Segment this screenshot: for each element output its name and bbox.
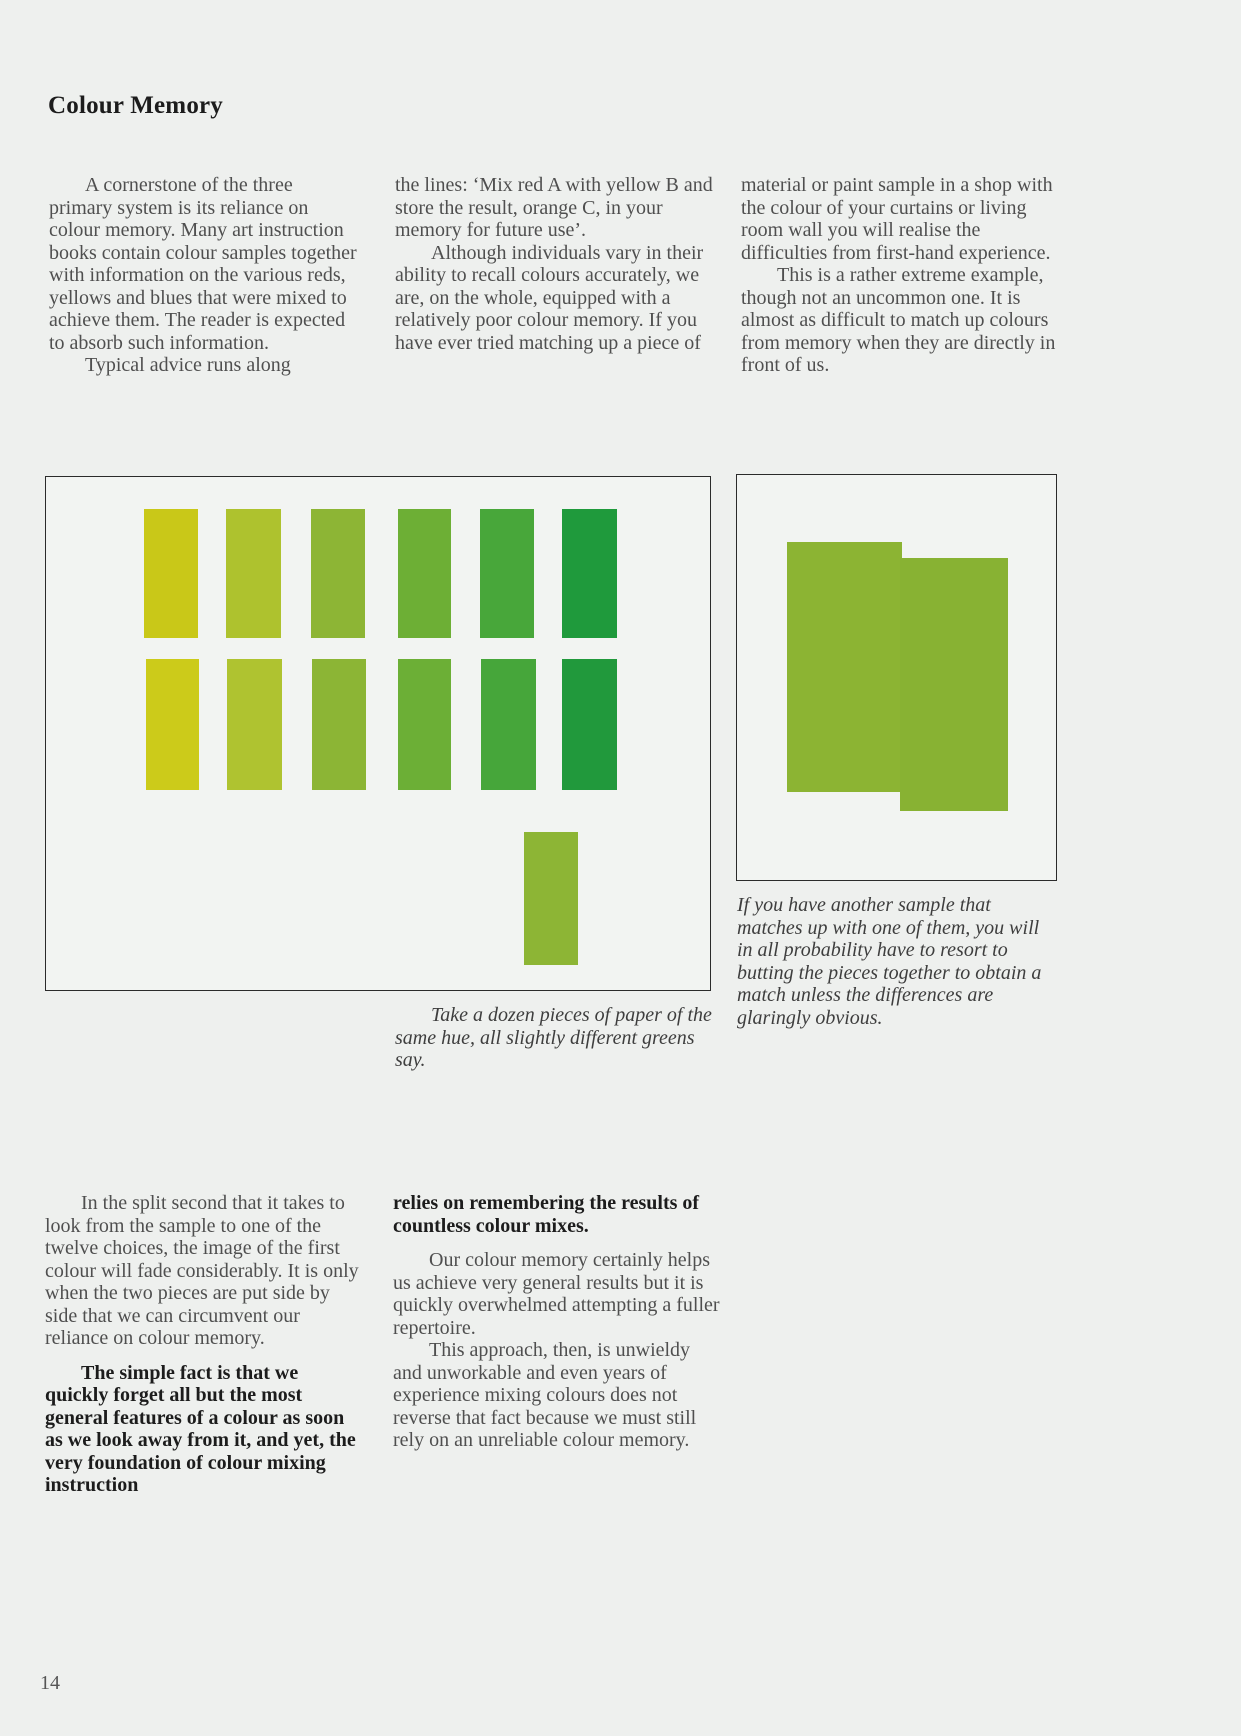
paragraph: This is a rather extreme example, though not an uncommon one. It is almost as difficult to match up colours from memory when they are directly in front of us. bbox=[741, 264, 1056, 376]
emphasis-paragraph: relies on remembering the results of countless colour mixes. bbox=[393, 1192, 700, 1237]
green-swatch bbox=[226, 509, 281, 638]
paragraph: This approach, then, is unwieldy and unworkable and even years of experience mixing colours does not reverse that fact because we must still rely on an unreliable colour memory. bbox=[393, 1339, 697, 1451]
sample-swatch bbox=[524, 832, 578, 965]
top-column-1 bbox=[49, 174, 359, 377]
top-column-3 bbox=[741, 174, 1066, 377]
green-swatch bbox=[144, 509, 198, 638]
green-swatch bbox=[562, 509, 617, 638]
caption-match bbox=[737, 894, 1052, 1029]
paragraph: Typical advice runs along bbox=[85, 354, 291, 376]
green-swatch bbox=[311, 509, 365, 638]
green-swatch bbox=[227, 659, 282, 790]
paragraph: Our colour memory certainly helps us achieve very general results but it is quickly overwhelmed attempting a fuller repertoire. bbox=[393, 1249, 720, 1339]
paragraph: the lines: ‘Mix red A with yellow B and store the result, orange C, in your memory for future use’. bbox=[395, 174, 713, 241]
butted-piece-left bbox=[787, 542, 902, 792]
paragraph: Although individuals vary in their ability to recall colours accurately, we are, on the whole, equipped with a relatively poor colour memory. If you have ever tried matching up a piece of bbox=[395, 241, 704, 354]
green-swatch bbox=[562, 659, 617, 790]
butted-piece-right bbox=[900, 558, 1008, 811]
page-number: 14 bbox=[40, 1672, 60, 1694]
green-swatch bbox=[398, 659, 451, 790]
greens-illustration-frame bbox=[45, 476, 711, 991]
paragraph: In the split second that it takes to look from the sample to one of the twelve choices, the image of the first colour will fade considerably. It is only when the two pieces are put side by side that we can circumvent our reliance on colour memory. bbox=[45, 1192, 359, 1349]
green-swatch bbox=[398, 509, 451, 638]
caption-greens bbox=[395, 1004, 715, 1072]
butted-pieces-frame bbox=[736, 474, 1057, 881]
green-swatch bbox=[481, 659, 536, 790]
paragraph: material or paint sample in a shop with the colour of your curtains or living room wall you will realise the difficulties from first-hand experience. bbox=[741, 174, 1053, 264]
bottom-column-1 bbox=[45, 1192, 365, 1497]
green-swatch bbox=[146, 659, 199, 790]
green-swatch bbox=[312, 659, 366, 790]
paragraph: A cornerstone of the three primary system is its reliance on colour memory. Many art instruction books contain colour samples together with information on the various reds, yellows and blues that were mixed to achieve them. The reader is expected to absorb such information. bbox=[49, 174, 357, 354]
green-swatch bbox=[480, 509, 534, 638]
top-column-2 bbox=[395, 174, 725, 354]
emphasis-paragraph: The simple fact is that we quickly forget all but the most general features of a colour as soon as we look away from it, and yet, the very foundation of colour mixing instruction bbox=[45, 1361, 356, 1496]
page-title: Colour Memory bbox=[48, 92, 224, 119]
caption-text: If you have another sample that matches up with one of them, you will in all probability have to resort to butting the pieces together to obtain a match unless the differences are glaringly obvious. bbox=[737, 894, 1042, 1029]
caption-text: Take a dozen pieces of paper of the same hue, all slightly different greens say. bbox=[395, 1004, 712, 1071]
bottom-column-2 bbox=[393, 1192, 723, 1452]
